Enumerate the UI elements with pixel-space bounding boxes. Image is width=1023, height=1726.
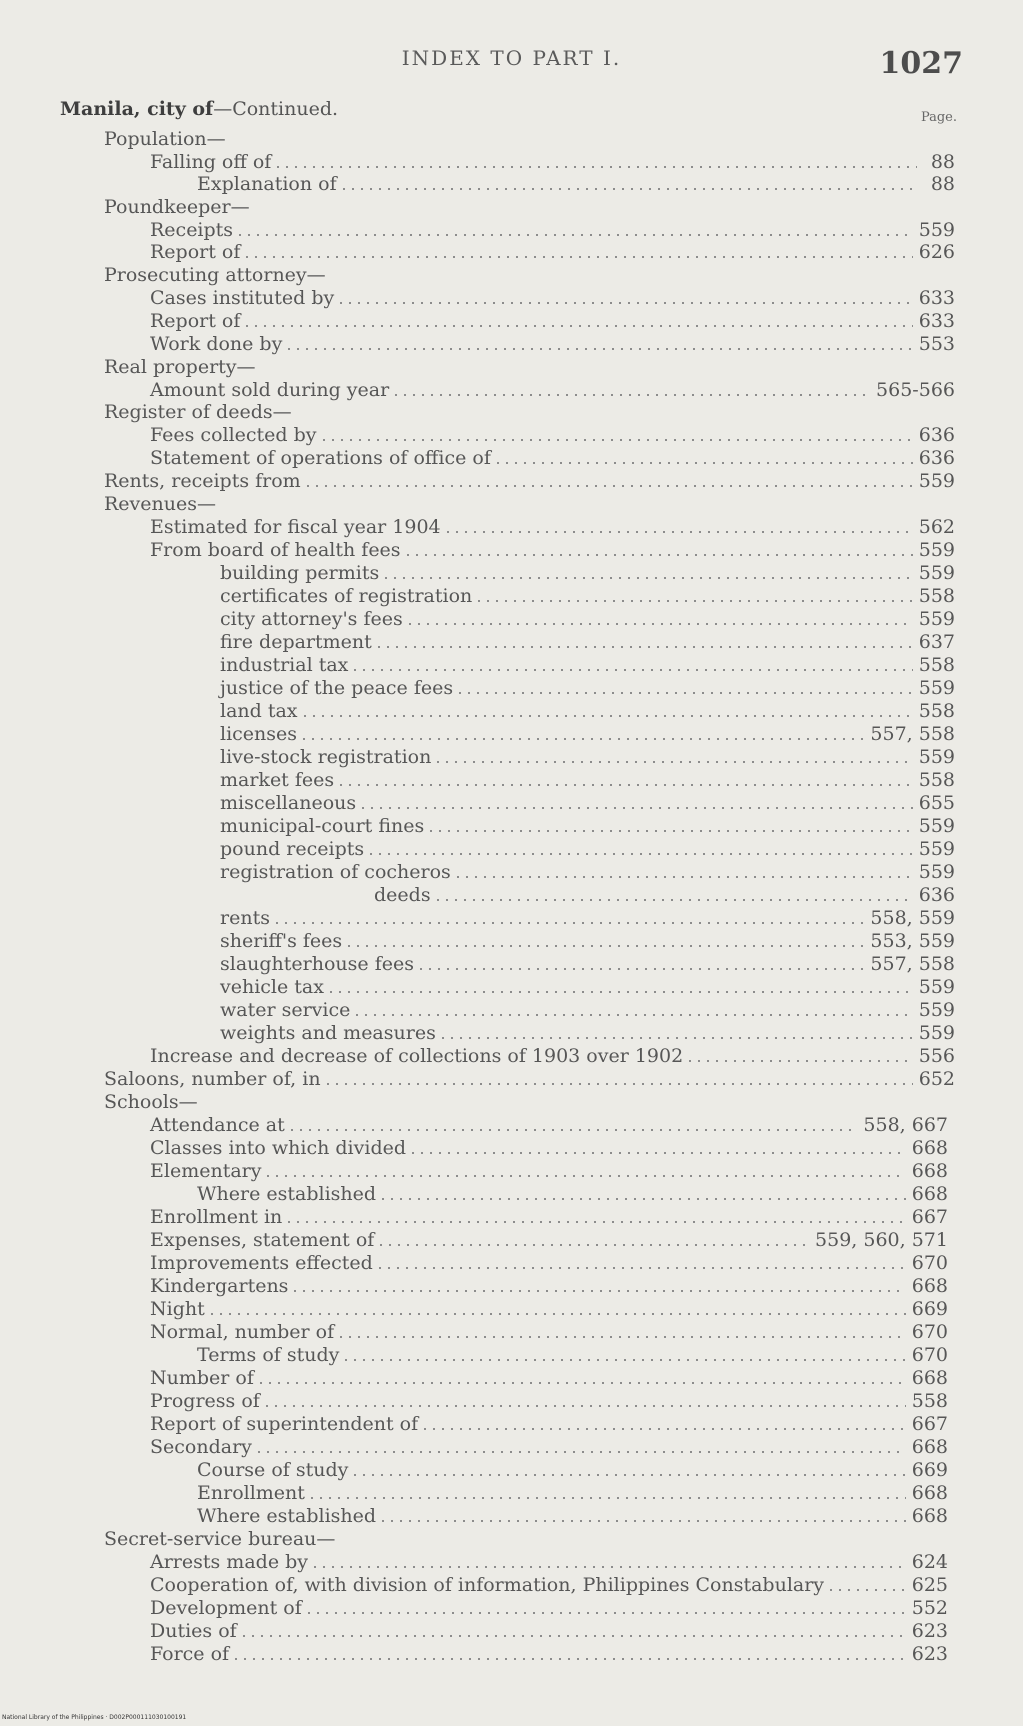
entry-label: Cooperation of, with division of information, Philippines Constabulary	[150, 1574, 825, 1596]
index-entry	[104, 264, 900, 286]
page-column-label: Page.	[920, 110, 957, 125]
dot-leader	[288, 348, 912, 350]
dot-leader	[437, 761, 912, 763]
entry-page: 557, 558	[870, 953, 955, 975]
dot-leader	[314, 1566, 906, 1568]
index-entry	[150, 516, 955, 538]
index-entry	[220, 976, 955, 998]
entry-page: 558	[911, 1390, 948, 1412]
dot-leader	[343, 188, 917, 190]
entry-page: 559	[918, 838, 955, 860]
dot-leader	[424, 1428, 906, 1430]
entry-page: 655	[918, 792, 955, 814]
index-entry	[220, 999, 955, 1021]
index-entry	[197, 1183, 948, 1205]
index-entry	[150, 287, 955, 309]
running-header: INDEX TO PART I.	[401, 46, 622, 70]
index-entry	[150, 1114, 948, 1136]
entry-page: 668	[911, 1367, 948, 1389]
dot-leader	[323, 439, 913, 441]
entry-label: vehicle tax	[220, 976, 324, 998]
entry-label: Rents, receipts from	[104, 470, 301, 492]
entry-label: Prosecuting attorney—	[104, 264, 326, 286]
entry-label: Poundkeeper—	[104, 196, 250, 218]
index-entry	[220, 723, 955, 745]
index-entry	[104, 356, 900, 378]
entry-page: 559	[918, 219, 955, 241]
entry-label: municipal-court fines	[220, 815, 425, 837]
entry-label: Report of superintendent of	[150, 1413, 419, 1435]
entry-page: 559	[918, 539, 955, 561]
index-entry	[220, 631, 955, 653]
entry-label: Schools—	[104, 1091, 198, 1113]
entry-label: Secret-service bureau—	[104, 1528, 336, 1550]
entry-page: 652	[918, 1068, 955, 1090]
entry-label: Kindergartens	[150, 1275, 289, 1297]
entry-label: Report of	[150, 241, 241, 263]
entry-page: 559	[918, 976, 955, 998]
dot-leader	[830, 1589, 906, 1591]
entry-label: land tax	[220, 700, 298, 722]
entry-label: Elementary	[150, 1160, 262, 1182]
dot-leader	[437, 899, 913, 901]
index-entry	[220, 746, 955, 768]
dot-leader	[409, 623, 913, 625]
entry-label: Receipts	[150, 219, 234, 241]
entry-page: 559	[918, 746, 955, 768]
dot-leader	[348, 945, 864, 947]
entry-label: deeds	[374, 884, 431, 906]
entry-page: 668	[911, 1505, 948, 1527]
entry-page: 559	[918, 1022, 955, 1044]
entry-label: market fees	[220, 769, 335, 791]
index-entry	[150, 1137, 948, 1159]
dot-leader	[395, 394, 870, 396]
dot-leader	[304, 715, 913, 717]
index-entry	[150, 424, 955, 446]
index-entry	[197, 173, 955, 195]
entry-page: 553	[918, 333, 955, 355]
entry-label: Where established	[197, 1183, 377, 1205]
entry-page: 626	[918, 241, 955, 263]
dot-leader	[288, 1221, 905, 1223]
index-entry	[197, 1344, 948, 1366]
dot-leader	[345, 1359, 905, 1361]
dot-leader	[420, 968, 864, 970]
entry-label: Amount sold during year	[150, 379, 390, 401]
entry-label: Enrollment in	[150, 1206, 283, 1228]
entry-page: 623	[911, 1620, 948, 1642]
entry-page: 669	[911, 1459, 948, 1481]
entry-label: Fees collected by	[150, 424, 317, 446]
entry-page: 553, 559	[870, 930, 955, 952]
entry-label: From board of health fees	[150, 539, 401, 561]
index-entry	[104, 128, 900, 150]
entry-label: Terms of study	[197, 1344, 340, 1366]
dot-leader	[370, 853, 913, 855]
dot-leader	[354, 669, 912, 671]
entry-label: live-stock registration	[220, 746, 432, 768]
entry-label: industrial tax	[220, 654, 349, 676]
index-entry	[150, 219, 955, 241]
dot-leader	[459, 692, 913, 694]
entry-page: 669	[911, 1298, 948, 1320]
entry-page: 668	[911, 1275, 948, 1297]
entry-label: Number of	[150, 1367, 254, 1389]
entry-label: Cases instituted by	[150, 287, 335, 309]
entry-page: 670	[911, 1252, 948, 1274]
index-entry	[150, 333, 955, 355]
dot-leader	[239, 234, 913, 236]
dot-leader	[430, 830, 912, 832]
entry-label: Expenses, statement of	[150, 1229, 375, 1251]
entry-label: Arrests made by	[150, 1551, 308, 1573]
entry-label: Secondary	[150, 1436, 252, 1458]
entry-page: 558, 667	[863, 1114, 948, 1136]
index-entry	[150, 447, 955, 469]
dot-leader	[478, 600, 912, 602]
index-entry	[104, 1528, 900, 1550]
entry-page: 559	[918, 815, 955, 837]
index-entry	[220, 1022, 955, 1044]
dot-leader	[340, 302, 912, 304]
dot-leader	[258, 1451, 906, 1453]
index-entry	[374, 884, 955, 906]
index-entry	[150, 1574, 948, 1596]
entry-label: registration of cocheros	[220, 861, 451, 883]
dot-leader	[303, 738, 864, 740]
index-entry	[150, 1551, 948, 1573]
lead-term: Manila, city of	[60, 98, 214, 120]
dot-leader	[311, 1497, 906, 1499]
entry-label: Development of	[150, 1597, 302, 1619]
entry-label: Night	[150, 1298, 205, 1320]
entry-page: 559	[918, 608, 955, 630]
index-entry	[220, 769, 955, 791]
index-entry	[220, 838, 955, 860]
dot-leader	[378, 646, 913, 648]
entry-page: 552	[911, 1597, 948, 1619]
entry-label: sheriff's fees	[220, 930, 343, 952]
dot-leader	[442, 1037, 913, 1039]
entry-label: Increase and decrease of collections of 1903 over 1902	[150, 1045, 684, 1067]
index-entry	[220, 677, 955, 699]
index-entry	[220, 907, 955, 929]
index-entry	[150, 310, 955, 332]
index-entry	[104, 196, 900, 218]
entry-label: Enrollment	[197, 1482, 305, 1504]
index-entry	[150, 379, 955, 401]
index-entry	[150, 1643, 948, 1665]
entry-page: 565-566	[876, 379, 955, 401]
dot-leader	[407, 554, 913, 556]
entry-page: 667	[911, 1206, 948, 1228]
dot-leader	[266, 1405, 906, 1407]
entry-page: 562	[918, 516, 955, 538]
entry-label: miscellaneous	[220, 792, 357, 814]
entry-page: 557, 558	[870, 723, 955, 745]
dot-leader	[340, 784, 913, 786]
dot-leader	[246, 256, 912, 258]
index-entry	[220, 585, 955, 607]
entry-label: Report of	[150, 310, 241, 332]
entry-label: Work done by	[150, 333, 283, 355]
entry-label: pound receipts	[220, 838, 365, 860]
entry-page: 633	[918, 287, 955, 309]
index-entry	[220, 861, 955, 883]
dot-leader	[382, 1520, 906, 1522]
dot-leader	[362, 807, 913, 809]
index-entry	[104, 470, 955, 492]
entry-label: building permits	[220, 562, 380, 584]
dot-leader	[308, 1612, 906, 1614]
dot-leader	[447, 531, 913, 533]
index-entry	[150, 1413, 948, 1435]
index-entry	[150, 1620, 948, 1642]
dot-leader	[412, 1152, 906, 1154]
entry-page: 624	[911, 1551, 948, 1573]
entry-page: 556	[918, 1045, 955, 1067]
dot-leader	[294, 1290, 905, 1292]
dot-leader	[379, 1267, 906, 1269]
index-entry	[197, 1459, 948, 1481]
entry-page: 558	[918, 769, 955, 791]
entry-page: 637	[918, 631, 955, 653]
entry-label: rents	[220, 907, 270, 929]
footer-note: National Library of the Philippines · D002P000111030100191	[2, 1714, 187, 1721]
index-entry	[150, 1390, 948, 1412]
entry-page: 88	[930, 151, 955, 173]
index-entry	[150, 1045, 955, 1067]
entry-page: 668	[911, 1183, 948, 1205]
dot-leader	[276, 922, 864, 924]
dot-leader	[689, 1060, 913, 1062]
index-entry	[104, 1068, 955, 1090]
entry-label: Force of	[150, 1643, 230, 1665]
entry-label: licenses	[220, 723, 298, 745]
dot-leader	[354, 1474, 905, 1476]
entry-label: Improvements effected	[150, 1252, 373, 1274]
dot-leader	[235, 1658, 906, 1660]
index-entry	[220, 654, 955, 676]
entry-label: Progress of	[150, 1390, 260, 1412]
entry-page: 559	[918, 562, 955, 584]
entry-label: certificates of registration	[220, 585, 473, 607]
entry-page: 558	[918, 700, 955, 722]
entry-label: Attendance at	[150, 1114, 285, 1136]
entry-label: Saloons, number of, in	[104, 1068, 321, 1090]
index-entry	[150, 1298, 948, 1320]
index-entry	[220, 608, 955, 630]
index-entry	[104, 493, 900, 515]
dot-leader	[356, 1014, 912, 1016]
entry-page: 668	[911, 1137, 948, 1159]
index-entry	[220, 792, 955, 814]
entry-page: 623	[911, 1643, 948, 1665]
dot-leader	[382, 1198, 906, 1200]
entry-page: 559	[918, 677, 955, 699]
entry-page: 633	[918, 310, 955, 332]
entry-label: Revenues—	[104, 493, 216, 515]
index-entry	[150, 1252, 948, 1274]
index-entry	[220, 815, 955, 837]
entry-page: 88	[930, 173, 955, 195]
index-entry	[220, 953, 955, 975]
dot-leader	[246, 325, 912, 327]
index-entry	[150, 539, 955, 561]
page-number: 1027	[879, 46, 963, 81]
entry-label: Real property—	[104, 356, 256, 378]
entry-label: weights and measures	[220, 1022, 436, 1044]
entry-label: city attorney's fees	[220, 608, 403, 630]
dot-leader	[243, 1635, 906, 1637]
entry-label: Population—	[104, 128, 226, 150]
dot-leader	[327, 1083, 913, 1085]
entry-page: 625	[911, 1574, 948, 1596]
index-entry	[220, 930, 955, 952]
index-entry	[150, 1436, 948, 1458]
entry-page: 667	[911, 1413, 948, 1435]
entry-page: 559	[918, 861, 955, 883]
index-entry	[220, 700, 955, 722]
index-entry	[150, 1597, 948, 1619]
dot-leader	[307, 485, 913, 487]
entry-page: 558	[918, 654, 955, 676]
entry-label: Course of study	[197, 1459, 349, 1481]
entry-page: 558	[918, 585, 955, 607]
entry-label: Classes into which divided	[150, 1137, 407, 1159]
dot-leader	[277, 166, 917, 168]
dot-leader	[457, 876, 913, 878]
dot-leader	[267, 1175, 905, 1177]
entry-page: 670	[911, 1321, 948, 1343]
entry-page: 559	[918, 999, 955, 1021]
index-entry	[197, 1505, 948, 1527]
entry-page: 636	[918, 447, 955, 469]
index-entry	[150, 1229, 948, 1251]
entry-label: justice of the peace fees	[220, 677, 454, 699]
dot-leader	[260, 1382, 906, 1384]
index-entry	[197, 1482, 948, 1504]
lead-entry	[60, 98, 338, 120]
dot-leader	[497, 462, 913, 464]
entry-label: Register of deeds—	[104, 401, 292, 423]
entry-label: Statement of operations of office of	[150, 447, 491, 469]
entry-label: fire department	[220, 631, 372, 653]
entry-label: Estimated for fiscal year 1904	[150, 516, 441, 538]
entry-page: 559	[918, 470, 955, 492]
dot-leader	[340, 1336, 906, 1338]
entry-page: 668	[911, 1436, 948, 1458]
dot-leader	[211, 1313, 906, 1315]
index-entry	[104, 401, 900, 423]
entry-label: Duties of	[150, 1620, 237, 1642]
lead-suffix: —Continued.	[213, 98, 339, 120]
entry-label: water service	[220, 999, 351, 1021]
entry-label: Where established	[197, 1505, 377, 1527]
entry-label: Falling off of	[150, 151, 272, 173]
index-entry	[150, 151, 955, 173]
dot-leader	[291, 1129, 858, 1131]
index-entry	[104, 1091, 900, 1113]
entry-label: Explanation of	[197, 173, 337, 195]
index-entry	[150, 1275, 948, 1297]
index-entry	[150, 1321, 948, 1343]
entry-page: 559, 560, 571	[815, 1229, 948, 1251]
dot-leader	[330, 991, 913, 993]
dot-leader	[380, 1244, 809, 1246]
entry-page: 558, 559	[870, 907, 955, 929]
entry-page: 668	[911, 1160, 948, 1182]
entry-label: slaughterhouse fees	[220, 953, 414, 975]
index-entry	[150, 1206, 948, 1228]
index-entry	[150, 1367, 948, 1389]
entry-page: 668	[911, 1482, 948, 1504]
index-entry	[220, 562, 955, 584]
index-entry	[150, 241, 955, 263]
entry-page: 670	[911, 1344, 948, 1366]
index-entry	[150, 1160, 948, 1182]
entry-page: 636	[918, 884, 955, 906]
entry-page: 636	[918, 424, 955, 446]
dot-leader	[385, 577, 913, 579]
entry-label: Normal, number of	[150, 1321, 335, 1343]
